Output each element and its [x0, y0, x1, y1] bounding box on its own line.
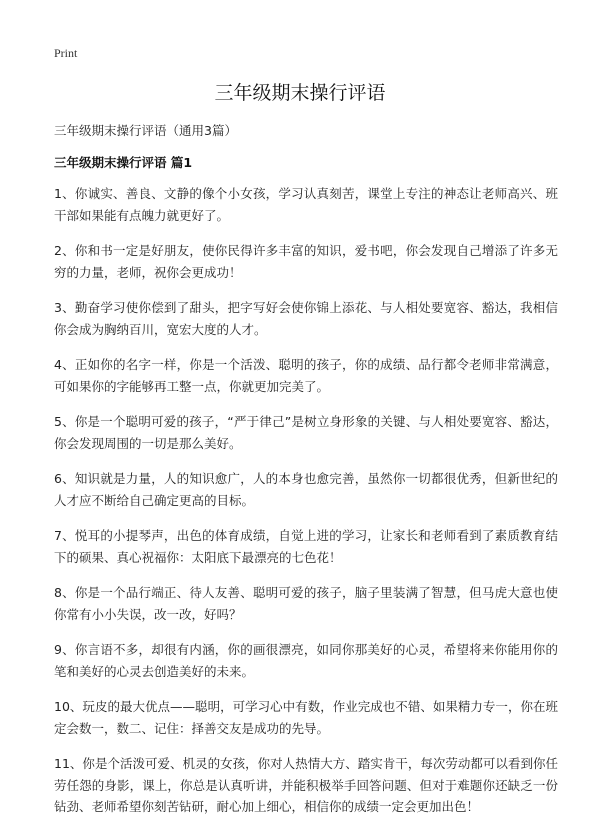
comment-paragraph-4: 4、正如你的名字一样，你是一个活泼、聪明的孩子，你的成绩、品行都令老师非常满意，可如果你的字能够再工整一点，你就更加完美了。: [54, 357, 558, 394]
comment-paragraph-10: 10、玩皮的最大优点——聪明，可学习心中有数，作业完成也不错、如果精力专一，你在班定会数一，数二、记住：择善交友是成功的先导。: [54, 699, 558, 736]
comment-paragraph-5: 5、你是一个聪明可爱的孩子，“严于律己”是树立身形象的关键、与人相处要宽容、豁达，你会发现周围的一切是那么美好。: [54, 414, 558, 451]
document-subtitle: 三年级期末操行评语（通用3篇）: [54, 123, 237, 138]
comment-paragraph-7: 7、悦耳的小提琴声，出色的体育成绩，自觉上进的学习，让家长和老师看到了素质教育结下的硕果、真心祝福你：太阳底下最漂亮的七色花！: [54, 528, 558, 565]
comment-paragraph-2: 2、你和书一定是好朋友，使你民得许多丰富的知识，爱书吧，你会发现自己增添了许多无穷的力量，老师，祝你会更成功！: [54, 243, 558, 280]
comment-paragraph-11: 11、你是个活泼可爱、机灵的女孩，你对人热情大方、踏实肯干，每次劳动都可以看到你任劳任怨的身影，课上，你总是认真听讲，并能积极举手回答问题、但对于难题你还缺乏一份钻劲、老师希望你刻苦钻研，耐心加上细心，相信你的成绩一定会更加出色！: [54, 756, 558, 814]
section-heading: 三年级期末操行评语 篇1: [54, 155, 193, 170]
comment-paragraph-1: 1、你诚实、善良、文静的像个小女孩，学习认真刻苦，课堂上专注的神态让老师高兴、班干部如果能有点魄力就更好了。: [54, 186, 558, 223]
document-body: [54, 121, 558, 832]
print-link[interactable]: Print: [54, 46, 78, 60]
comment-paragraph-9: 9、你言语不多，却很有内涵，你的画很漂亮，如同你那美好的心灵，希望将来你能用你的笔和美好的心灵去创造美好的未来。: [54, 642, 558, 679]
comment-paragraph-8: 8、你是一个品行端正、待人友善、聪明可爱的孩子，脑子里装满了智慧，但马虎大意也使你常有小小失误，改一改，好吗？: [54, 585, 558, 622]
comment-paragraph-6: 6、知识就是力量，人的知识愈广，人的本身也愈完善，虽然你一切都很优秀，但新世纪的人才应不断给自己确定更高的目标。: [54, 471, 558, 508]
page-title: 三年级期末操行评语: [214, 82, 386, 104]
comment-paragraph-3: 3、勤奋学习使你偿到了甜头，把字写好会使你锦上添花、与人相处要宽容、豁达，我相信你会成为胸纳百川，宽宏大度的人才。: [54, 300, 558, 337]
